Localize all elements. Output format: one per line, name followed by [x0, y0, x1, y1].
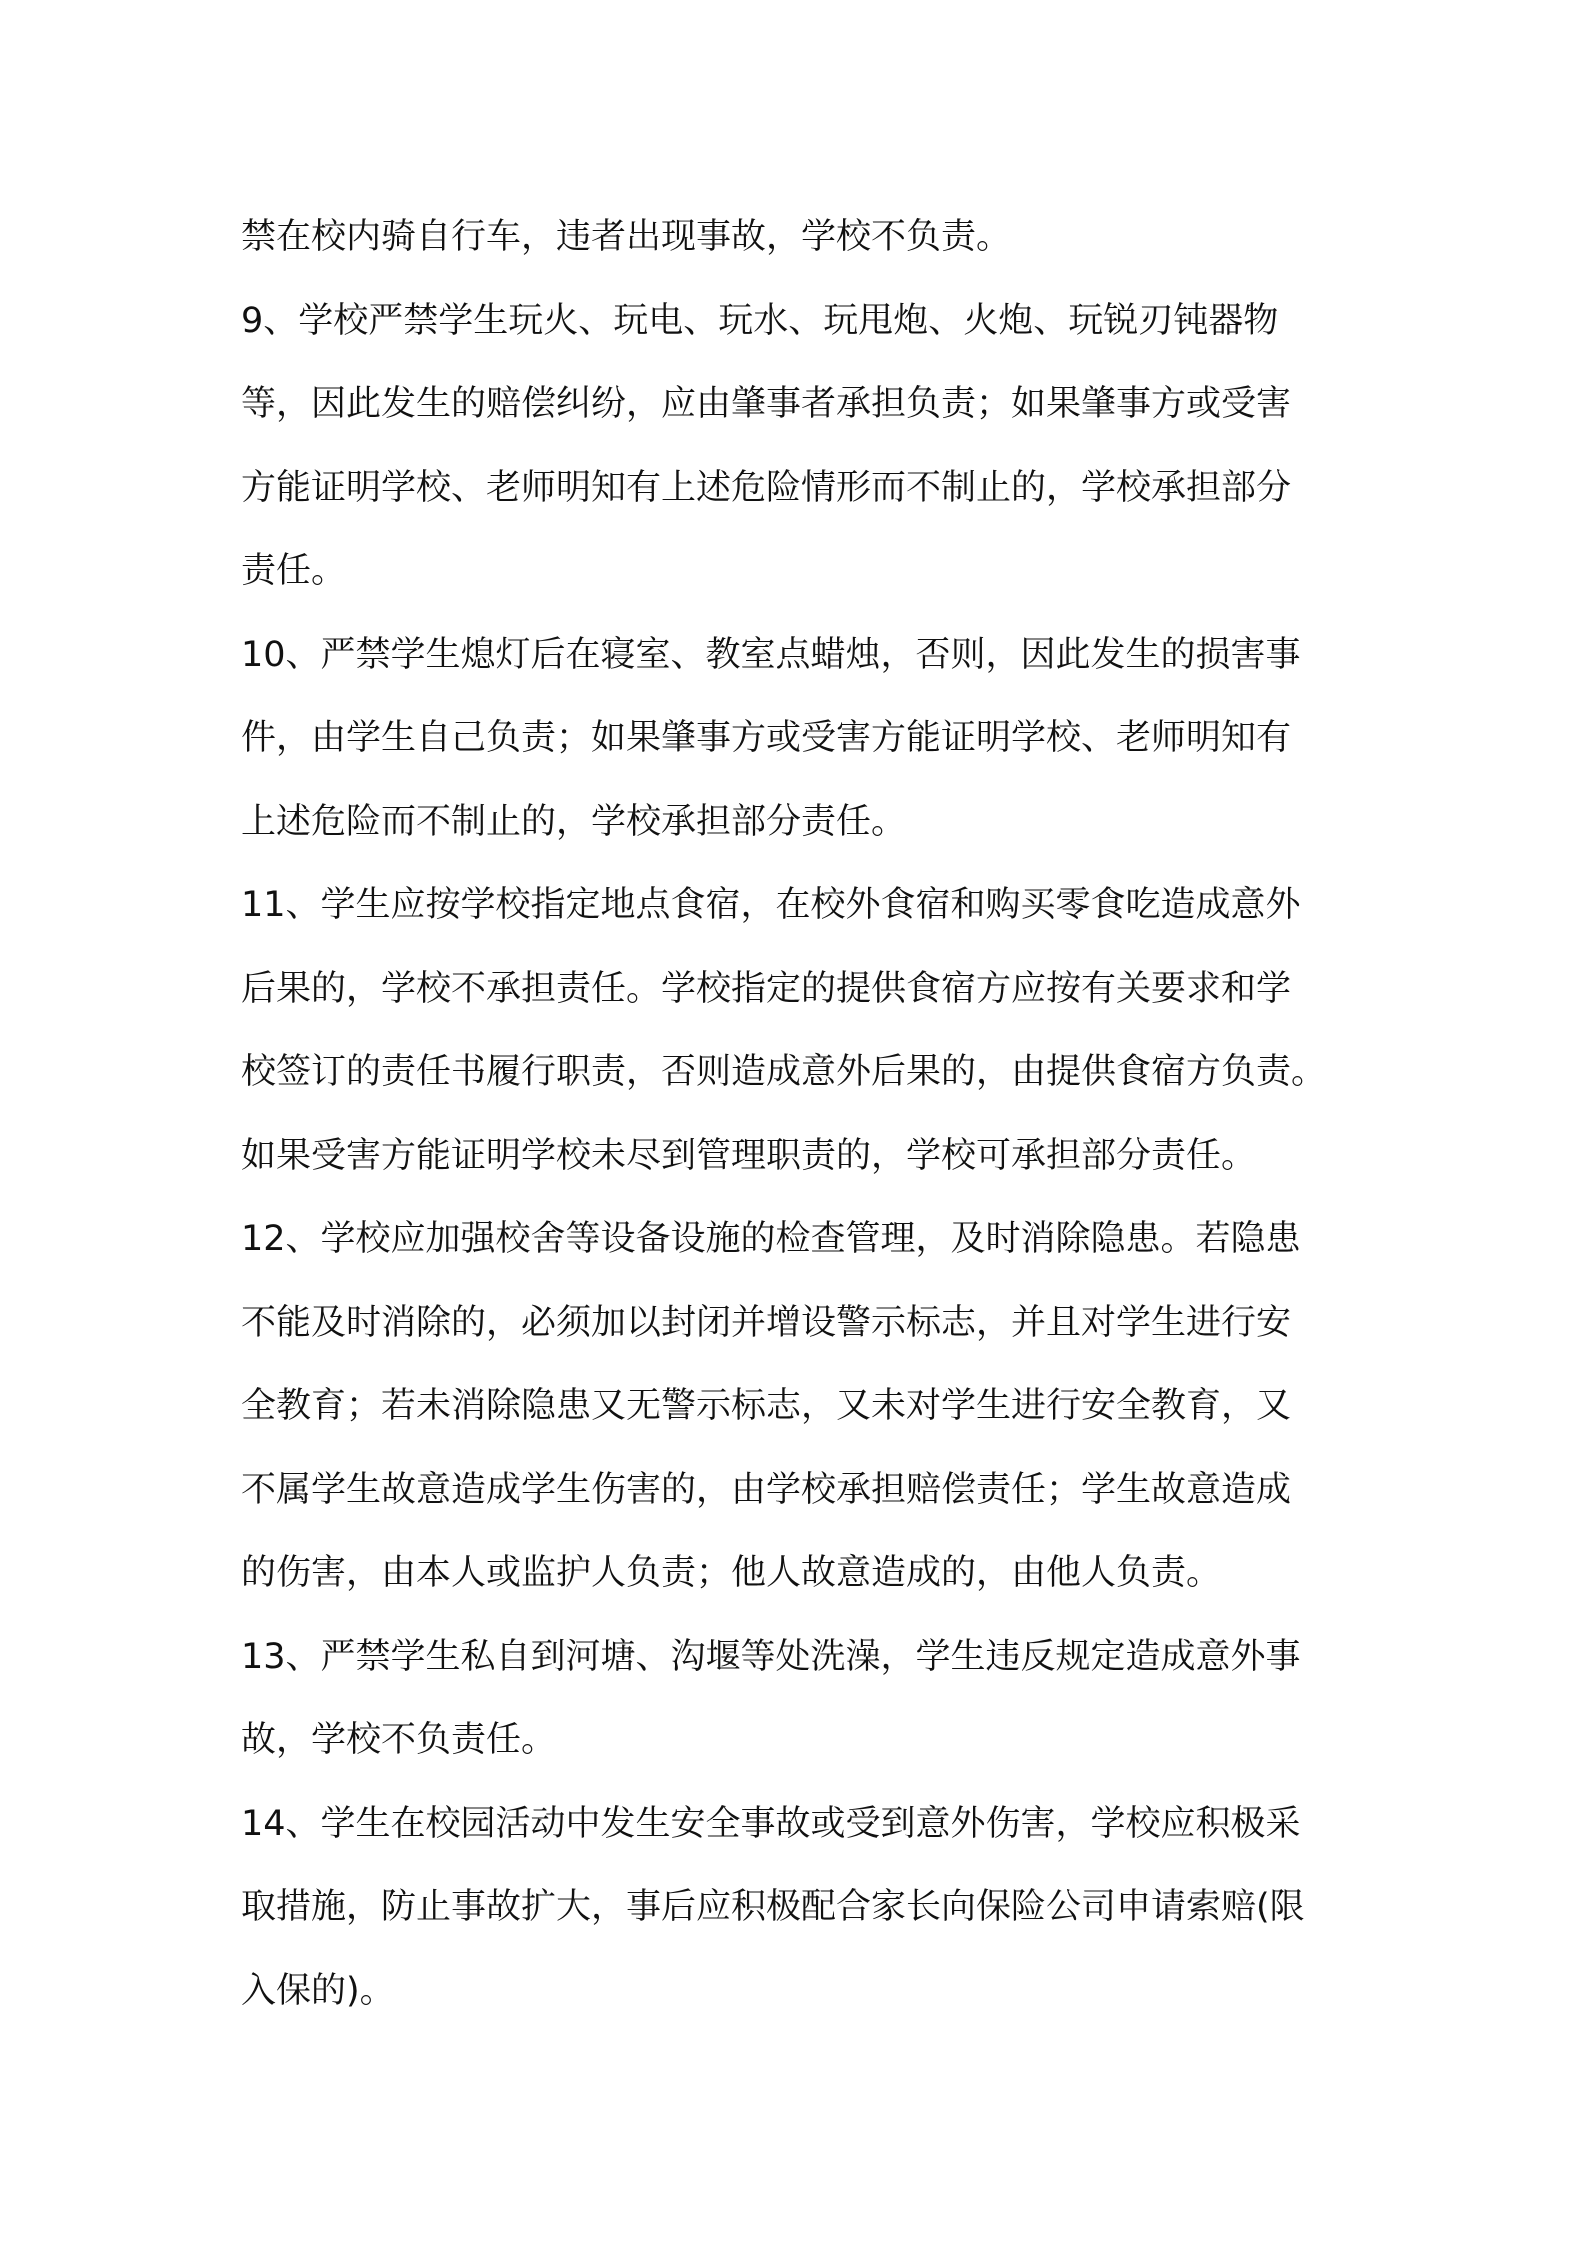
text-line: 上述危险而不制止的，学校承担部分责任。: [241, 801, 907, 842]
text-line: 不属学生故意造成学生伤害的，由学校承担赔偿责任；学生故意造成: [241, 1469, 1292, 1510]
text-line: 10、严禁学生熄灯后在寝室、教室点蜡烛，否则，因此发生的损害事: [241, 634, 1301, 675]
text-line: 件，由学生自己负责；如果肇事方或受害方能证明学校、老师明知有: [241, 718, 1292, 758]
text-line: 13、严禁学生私自到河塘、沟堰等处洗澡，学生违反规定造成意外事: [241, 1636, 1301, 1677]
paragraph-rule-10: [241, 614, 1359, 865]
paragraph-rule-14: [241, 1783, 1359, 2034]
text-line: 方能证明学校、老师明知有上述危险情形而不制止的，学校承担部分: [241, 467, 1292, 508]
text-line: 11、学生应按学校指定地点食宿，在校外食宿和购买零食吃造成意外: [241, 885, 1301, 925]
text-line: 不能及时消除的，必须加以封闭并增设警示标志，并且对学生进行安: [241, 1302, 1292, 1343]
text-line: 故，学校不负责任。: [241, 1720, 557, 1760]
text-line: 如果受害方能证明学校未尽到管理职责的，学校可承担部分责任。: [241, 1135, 1257, 1176]
paragraph-continuation: [241, 196, 1359, 280]
paragraph-rule-11: [241, 864, 1359, 1198]
text-line: 禁在校内骑自行车，违者出现事故，学校不负责。: [241, 217, 1012, 257]
paragraph-rule-9: [241, 280, 1359, 614]
text-line: 12、学校应加强校舍等设备设施的检查管理，及时消除隐患。若隐患: [241, 1219, 1301, 1259]
text-line: 责任。: [241, 551, 347, 591]
text-line: 9、学校严禁学生玩火、玩电、玩水、玩甩炮、火炮、玩锐刃钝器物: [241, 300, 1279, 341]
paragraph-rule-13: [241, 1616, 1359, 1783]
paragraph-rule-12: [241, 1198, 1359, 1616]
text-line: 等，因此发生的赔偿纠纷，应由肇事者承担负责；如果肇事方或受害: [241, 384, 1292, 424]
text-line: 的伤害，由本人或监护人负责；他人故意造成的，由他人负责。: [241, 1553, 1222, 1593]
text-line: 14、学生在校园活动中发生安全事故或受到意外伤害，学校应积极采: [241, 1803, 1301, 1844]
text-line: 全教育；若未消除隐患又无警示标志，又未对学生进行安全教育，又: [241, 1386, 1292, 1426]
text-line: 校签订的责任书履行职责，否则造成意外后果的，由提供食宿方负责。: [241, 1052, 1327, 1092]
text-line: 入保的)。: [241, 1970, 395, 2011]
text-line: 取措施，防止事故扩大，事后应积极配合家长向保险公司申请索赔(限: [241, 1887, 1305, 1927]
document-body: [241, 196, 1359, 2033]
text-line: 后果的，学校不承担责任。学校指定的提供食宿方应按有关要求和学: [241, 968, 1292, 1009]
